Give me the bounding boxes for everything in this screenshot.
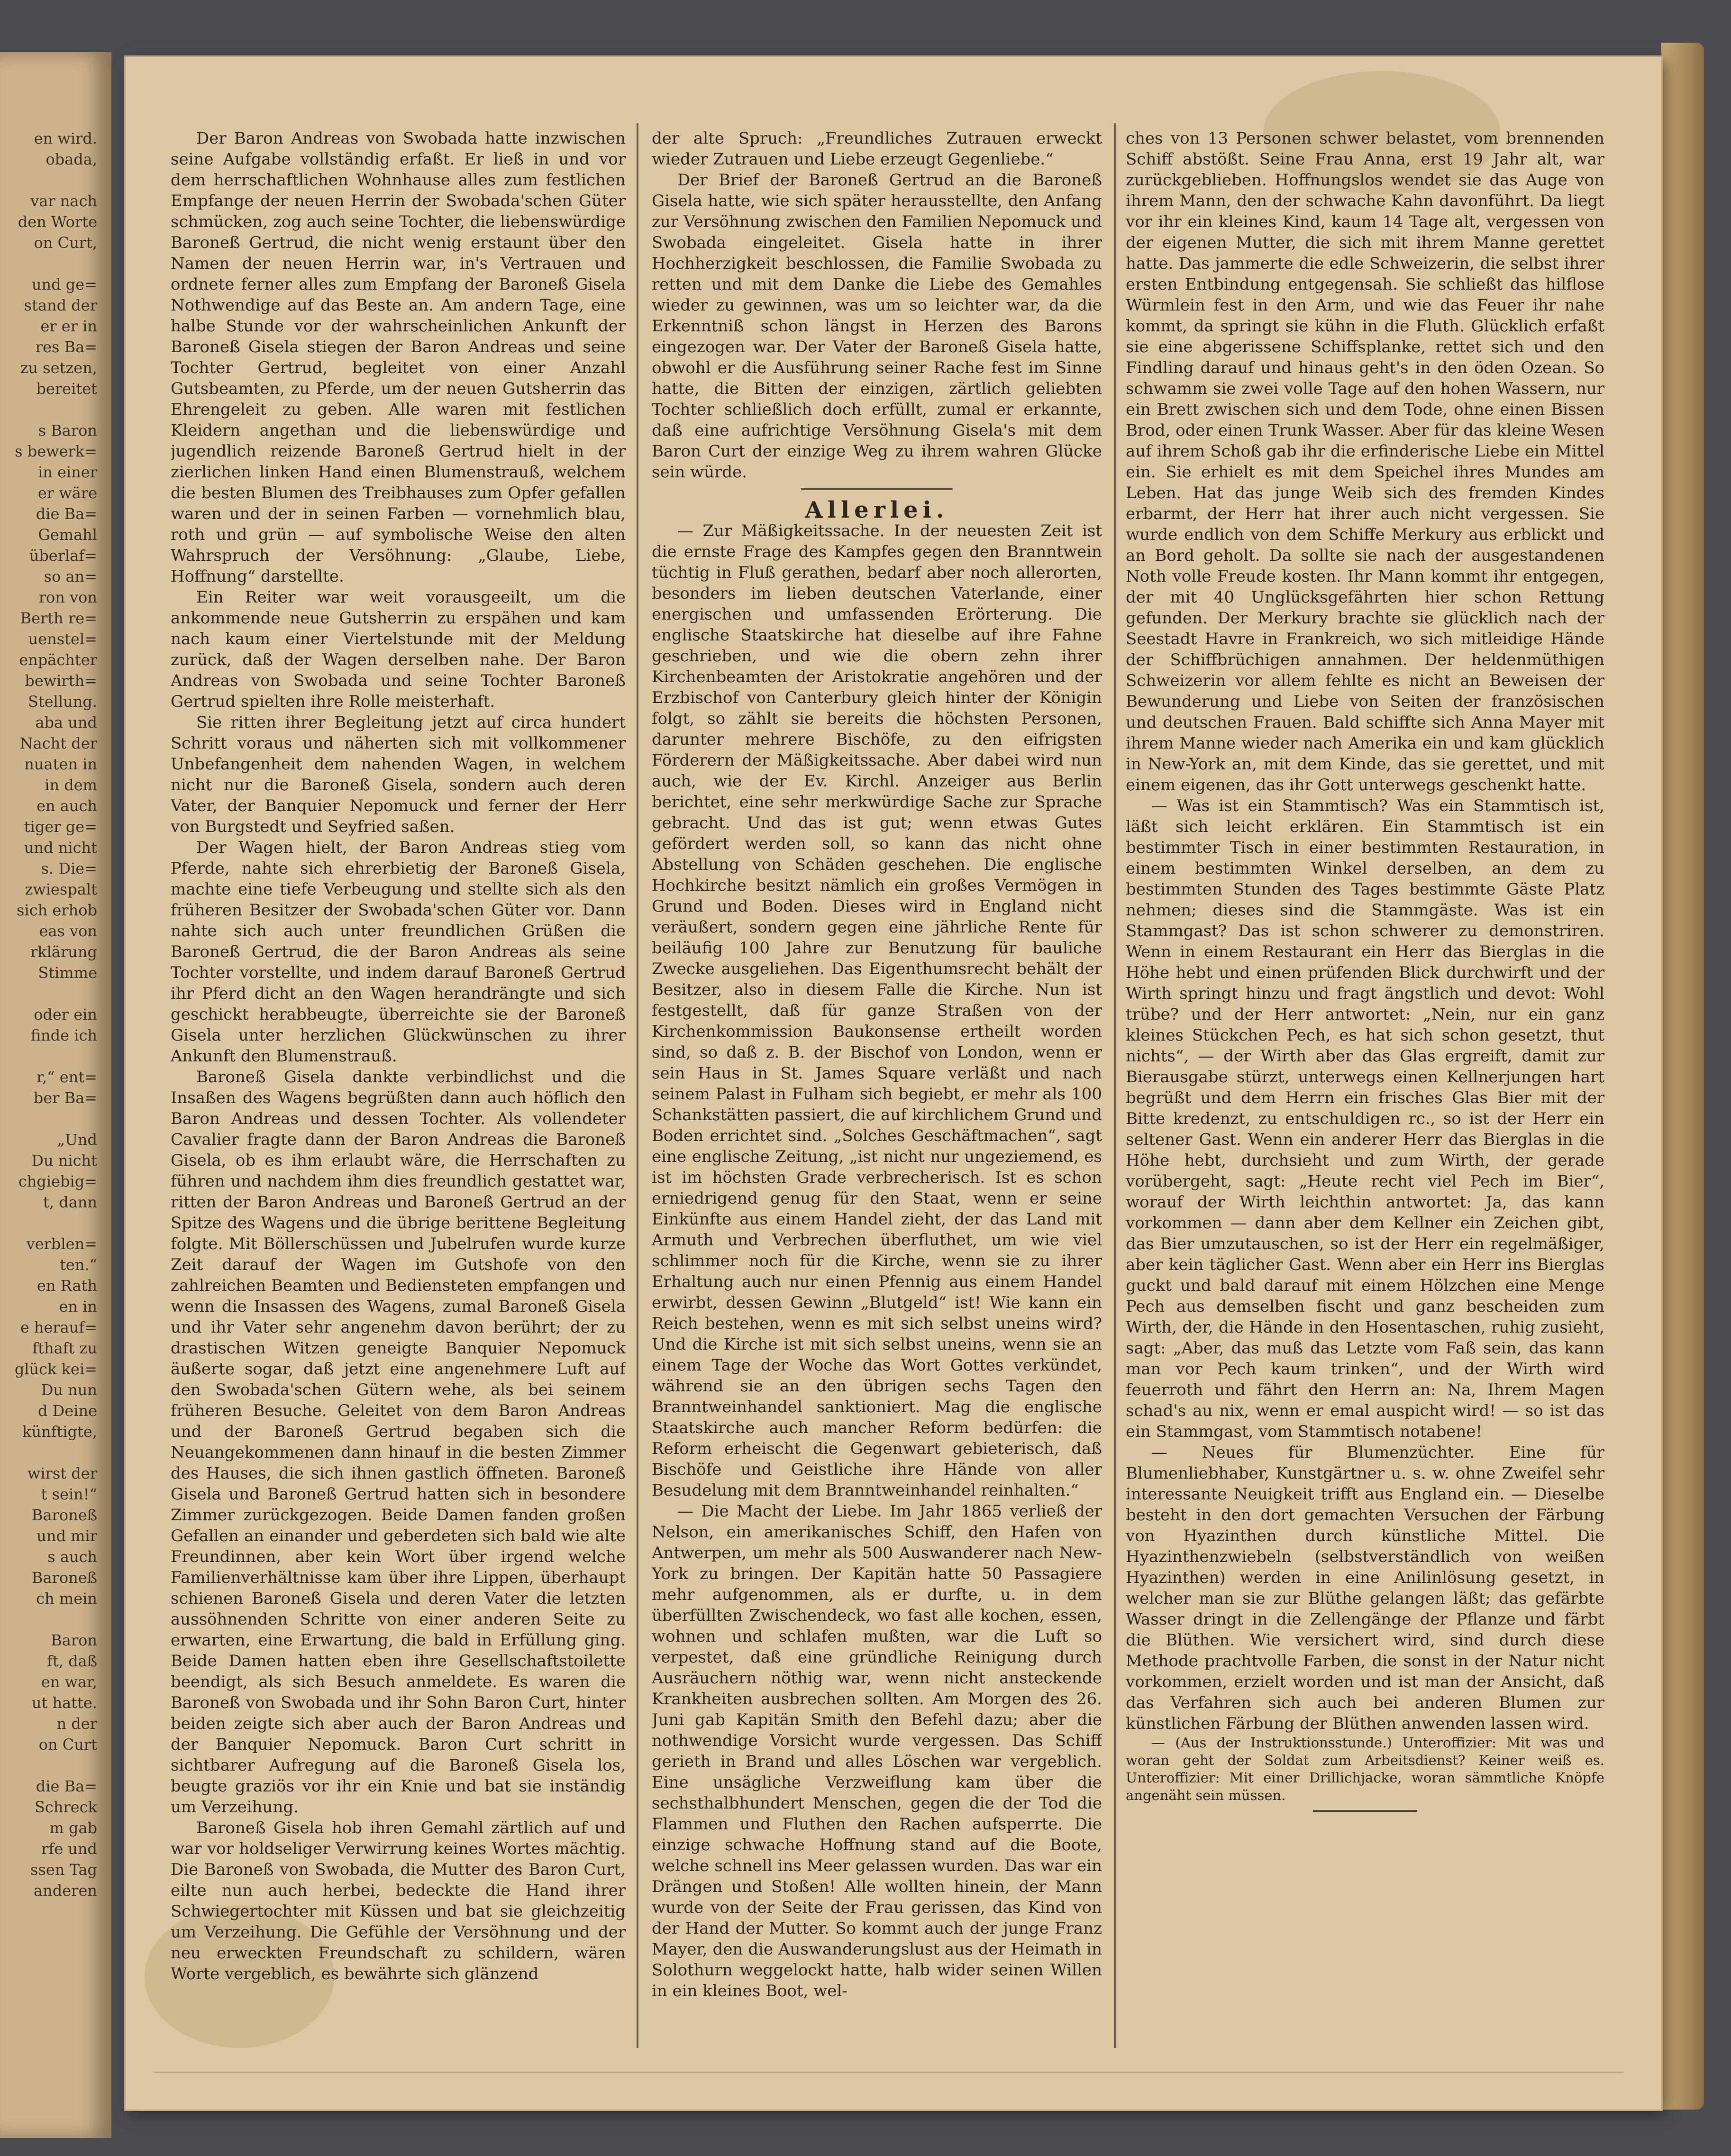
paragraph: Ein Reiter war weit vorausgeeilt, um die ankommende neue Gutsherrin zu erspähen und kam nach kaum einer Viertelstunde mit der Meldung zurück, daß der Wagen derselben nahe. Der Baron Andreas von Swobada und seine Tochter Baroneß Gertrud spielten ihre Rolle meisterhaft. [171, 588, 626, 711]
left-page-fragment-line: d Deine [37, 1402, 97, 1420]
left-page-fragment-line: m gab [49, 1819, 97, 1837]
section-heading: Allerlei. [805, 497, 949, 523]
left-page-fragment-line: oder ein [34, 1005, 97, 1023]
left-page-fragment-line: in einer [37, 463, 97, 481]
paragraph: Baroneß Gisela dankte verbindlichst und die Insaßen des Wagens begrüßten dann auch höflich den Baron Andreas und dessen Tochter. Als vollendeter Cavalier fragte dann der Baron Andreas die Baroneß Gisela, ob es ihm erlaubt wäre, die Herrschaften zu führen und nachdem ihm dies freundlich gestattet war, ritten der Baron Andreas und Baroneß Gertrud an der Spitze des Wagens und die übrige berittene Begleitung folgte. Mit Böllerschüssen und Jubelrufen wurde kurze Zeit darauf der Wagen im Gutshofe von den zahlreichen Beamten und Bediensteten empfangen und wenn die Insassen des Wagens, zumal Baroneß Gisela und ihr Vater sehr angenehm davon berührt; der zu drastischen Witzen geneigte Banquier Nepomuck äußerte sogar, daß jetzt eine angenehmere Luft auf den Swobada'schen Gütern wehe, als bei seinem früheren Besuche. Geleitet von dem Baron Andreas und der Baroneß Gertrud begaben sich die Neuangekommenen dann hinauf in die besten Zimmer des Hauses, die sich ihnen gastlich öffneten. Baroneß Gisela und Baroneß Gertrud hatten sich in besondere Zimmer zurückgezogen. Beide Damen fanden großen Gefallen an einander und geberdeten sich bald wie alte Freundinnen, aber kein Wort über irgend welche Familienverhältnisse kam über ihre Lippen, überhaupt schienen Baroneß Gisela und deren Vater die letzten aussöhnenden Schritte von einer anderen Seite zu erwarten, eine Erwartung, die bald in Erfüllung ging. Beide Damen hatten eben ihre Gesellschaftstoilette beendigt, als sich Besuch anmeldete. Es waren die Baroneß von Swobada und ihr Sohn Baron Curt, hinter beiden zeigte sich aber auch der Baron Andreas und der Banquier Nepomuck. Baron Curt schritt in sichtbarer Aufregung auf die Baroneß Gisela los, beugte graziös vor ihr ein Knie und bat sie inständig um Verzeihung. [171, 1068, 626, 1817]
left-page-fragment-line: er wäre [37, 484, 97, 502]
left-page-fragment-line [0, 170, 97, 191]
column-rule [637, 123, 638, 2048]
left-page-fragment-line: en Rath [36, 1277, 97, 1295]
left-page-fragment-line: Du nun [41, 1381, 97, 1399]
left-page-fragment-line: in dem [45, 776, 97, 794]
left-page-fragment-line: s Baron [38, 421, 97, 439]
left-page-fragment-line: überlaf= [29, 547, 97, 565]
left-page-fragment-line: tiger ge= [24, 818, 97, 836]
left-page-fragment-line [0, 1755, 97, 1776]
left-page-fragment-line [0, 1213, 97, 1233]
left-page-fragment-line: rklärung [30, 943, 97, 961]
left-page-text-fragments [0, 128, 97, 2138]
left-page-fragment-line [0, 1442, 97, 1463]
left-page-fragment-line: en war, [41, 1673, 97, 1691]
paragraph: Der Brief der Baroneß Gertrud an die Baroneß Gisela hatte, wie sich später herausstellte, den Anfang zur Versöhnung zwischen den Familien Nepomuck und Swobada eingeleitet. Gisela hatte in ihrer Hochherzigkeit beschlossen, die Familie Swobada zu retten und mit dem Danke die Liebe des Gemahles wieder zu gewinnen, was um so leichter war, da die Erkenntniß schon längst in Herzen des Barons eingezogen war. Der Vater der Baroneß Gisela hatte, obwohl er die Ausführung seiner Rache fest im Sinne hatte, die Bitten der einzigen, zärtlich geliebten Tochter schließlich doch erfüllt, zumal er erkannte, daß eine aufrichtige Versöhnung Gisela's mit dem Baron Curt der einzige Weg zu ihrem wahren Glücke sein würde. [652, 171, 1102, 482]
left-page-fragment-line: künftigte, [22, 1423, 97, 1441]
left-page-fragment-line: anderen [34, 1882, 97, 1900]
paragraph: Sie ritten ihrer Begleitung jetzt auf circa hundert Schritt voraus und näherten sich mit vollkommener Unbefangenheit dem nahenden Wagen, in welchem nicht nur die Baroneß Gisela, sondern auch deren Vater, der Banquier Nepomuck und ferner der Herr von Burgstedt und Seyfried saßen. [171, 713, 626, 836]
left-page-fragment-line: finde ich [30, 1026, 97, 1044]
left-page-fragment-line: „Und [57, 1131, 97, 1149]
left-page-fragment-line: on Curt, [34, 234, 97, 252]
left-page-fragment-line: Baron [51, 1631, 97, 1649]
end-rule [1313, 1810, 1417, 1812]
left-page-fragment-line: uenstel= [28, 630, 97, 648]
left-page-fragment-line: bereitet [36, 380, 97, 398]
left-page-fragment-line: s auch [47, 1548, 97, 1566]
left-page-fragment-line: Stellung. [27, 693, 97, 711]
left-page-fragment-line: Nacht der [19, 734, 97, 752]
left-page-fragment-line: fthaft zu [32, 1339, 97, 1357]
left-page-fragment-line: ten.“ [60, 1256, 97, 1274]
left-page-fragment-line: den Worte [18, 213, 97, 231]
paragraph: Baroneß Gisela hob ihren Gemahl zärtlich auf und war vor holdseliger Verwirrung keines Wortes mächtig. Die Baroneß von Swobada, die Mutter des Baron Curt, eilte nun auch herbei, bedeckte die Hand ihrer Schwiegertochter mit Küssen und bat sie gleichzeitig um Verzeihung. Die Gefühle der Versöhnung und der neu erweckten Freundschaft zu schildern, wären Worte vergeblich, es bewährte sich glänzend [171, 1818, 626, 1983]
left-page-fragment-line: t sein!“ [41, 1485, 97, 1503]
left-page-fragment-line: Du nicht [31, 1151, 97, 1169]
left-page-fragment-line: ssen Tag [30, 1861, 97, 1879]
left-page-fragment-line: glück kei= [14, 1360, 97, 1378]
paragraph: — Die Macht der Liebe. Im Jahr 1865 verließ der Nelson, ein amerikanisches Schiff, den Hafen von Antwerpen, um mehr als 500 Auswanderer nach New-York zu bringen. Der Kapitän hatte 50 Passagiere mehr aufgenommen, als er durfte, u. in dem überfüllten Zwischendeck, wo fast alle kochen, essen, wohnen und schlafen mußten, war die Luft so verpestet, daß eine gründliche Reinigung durch Ausräuchern nöthig war, wenn nicht ansteckende Krankheiten ausbrechen sollten. Am Morgen des 26. Juni gab Kapitän Smith den Befehl dazu; aber die nothwendige Vorsicht wurde vergessen. Das Schiff gerieth in Brand und alles Löschen war vergeblich. Eine unsägliche Verzweiflung kam über die sechsthalbhundert Menschen, gegen die der Tod die Flammen und Fluthen den Rachen aufsperrte. Die einzige schwache Hoffnung stand auf die Boote, welche schnell ins Meer gelassen wurden. Das war ein Drängen und Stoßen! Alle wollten hinein, der Mann wurde von der Seite der Frau gerissen, das Kind von der Hand der Mutter. So kommt auch der junge Franz Mayer, den die Auswanderungslust aus der Heimath in Solothurn weggelockt hatte, halb wider seinen Willen in ein kleines Boot, wel- [652, 1502, 1102, 2001]
left-page-fragment-line: die Ba= [36, 505, 97, 523]
page-stack-edge [1661, 43, 1704, 2110]
left-page-fragment-line: e herauf= [20, 1318, 97, 1336]
column-rule [1114, 123, 1116, 2048]
left-page-fragment-line: chgiebig= [18, 1172, 97, 1190]
left-page-fragment-line: Stimme [38, 964, 97, 982]
left-page-fragment-line: ft, daß [47, 1652, 97, 1670]
section-rule [801, 488, 953, 490]
left-page-fragment-line: zwiespalt [25, 880, 97, 898]
column-3 [1126, 128, 1604, 2029]
left-page-fragment-line: aba und [35, 713, 97, 731]
small-print-paragraph: — (Aus der Instruktionsstunde.) Unteroffizier: Mit was und woran geht der Soldat zum Arbeitsdienst? Keiner weiß es. Unteroffizier: Mit einer Drillichjacke, woran sämmtliche Knöpfe angenäht sein müssen. [1126, 1735, 1604, 1803]
left-page-fragment-line [0, 1609, 97, 1630]
left-page-fragment-line: und nicht [24, 839, 97, 857]
left-page-fragment-line: var nach [30, 192, 97, 210]
left-page-fragment-line: ron von [38, 588, 97, 606]
left-page-fragment-line: nuaten in [24, 755, 97, 773]
left-page-fragment-line: r,“ ent= [36, 1068, 97, 1086]
left-page-fragment-line: en auch [36, 797, 97, 815]
column-1 [171, 128, 626, 2029]
left-page-fragment-line: stand der [24, 296, 97, 314]
paragraph: — Was ist ein Stammtisch? Was ein Stammtisch ist, läßt sich leicht erklären. Ein Stammtisch ist ein bestimmter Tisch in einer bestimmten Restauration, in einem bestimmten Winkel derselben, an dem zu bestimmten Stunden des Tages bestimmte Gäste Platz nehmen; dieses sind die Stammgäste. Was ist ein Stammgast? Das ist schon schwerer zu demonstriren. Wenn in einem Restaurant ein Herr das Bierglas in die Höhe hebt und einen prüfenden Blick durchwirft und der Wirth springt hinzu und fragt ängstlich und devot: Wohl trübe? und der Herr antwortet: „Nein, nur ein ganz kleines Stückchen Pech, es hat sich schon gesetzt, thut nichts“, — der Wirth aber das Glas ergreift, damit zur Bierausgabe stürzt, unterwegs einen Kellnerjungen hart begrüßt und dem Herrn ein frisches Glas Bier mit der Bitte kredenzt, zu entschuldigen rc., so ist der Herr ein seltener Gast. Wenn ein anderer Herr das Bierglas in die Höhe hebt, durchsieht und zum Wirth, der gerade vorübergeht, sagt: „Heute recht viel Pech im Bier“, worauf der Wirth leichthin antwortet: Ja, das kann vorkommen — dann aber dem Kellner ein Zeichen gibt, das Bier umzutauschen, so ist der Herr ein regelmäßiger, aber kein täglicher Gast. Wenn aber ein Herr ins Bierglas guckt und bald darauf mit einem Hölzchen eine Menge Pech aus demselben fischt und ganz bescheiden zum Wirth, der, die Hände in den Hosentaschen, ruhig zusieht, sagt: „Aber, das muß das Letzte vom Faß sein, das kann man vor Pech kaum trinken“, und der Wirth wird feuerroth und fährt den Herrn an: Na, Ihrem Magen schad's au nix, wenn er emal auspicht wird! — so ist das ein Stammgast, vom Stammtisch notabene! [1126, 796, 1604, 1441]
left-page-fragment-line: bewirth= [25, 672, 97, 690]
left-page-fragment-line [0, 253, 97, 274]
left-page-fragment-line: n der [56, 1715, 97, 1733]
left-page-fragment-line: en wird. [34, 129, 97, 147]
left-page-fragment-line: en in [59, 1297, 97, 1316]
left-page-fragment-line: eas von [39, 922, 97, 940]
paragraph: ches von 13 Personen schwer belastet, vom brennenden Schiff abstößt. Seine Frau Anna, erst 19 Jahr alt, war zurückgeblieben. Hoffnungslos wendet sie das Auge von ihrem Mann, den der schwache Kahn davonführt. Da liegt vor ihr ein kleines Kind, kaum 14 Tage alt, vergessen von der eigenen Mutter, die sich mit ihrem Manne gerettet hatte. Das jammerte die edle Schweizerin, die selbst ihrer ersten Entbindung entgegensah. Sie schließt das hilflose Würmlein fest in den Arm, und wie das Feuer ihr nahe kommt, da springt sie kühn in die Fluth. Glücklich erfaßt sie eine abgerissene Schiffsplanke, rettet sich und den Findling darauf und hinaus geht's in den öden Ozean. So schwamm sie zwei volle Tage auf den hohen Wassern, nur ein Brett zwischen sich und dem Tode, ohne einen Bissen Brod, oder einen Trunk Wasser. Aber für das kleine Wesen auf ihrem Schoß gab ihr die erfinderische Liebe ein Mittel ein. Sie erhielt es mit dem Speichel ihres Mundes am Leben. Hat das junge Weib sich des fremden Kindes erbarmt, der Herr hat ihrer auch nicht vergessen. Sie wurde endlich von dem Schiffe Merkury aus erblickt und an Bord geholt. Da sollte sie nach der ausgestandenen Noth volle Freude kosten. Ihr Mann kommt ihr entgegen, der mit 40 Unglücksgefährten hier schon Rettung gefunden. Der Merkury brachte sie glücklich nach der Seestadt Havre in Frankreich, wo sich mitleidige Hände der Schiffbrüchigen annahmen. Der heldenmüthigen Schweizerin vor allem fehlte es nicht an Beweisen der Bewunderung und Liebe von Seiten der französischen und deutschen Frauen. Bald schiffte sich Anna Mayer mit ihrem Manne wieder nach Amerika ein und kam glücklich in New-York an, mit dem Kinde, das sie gerettet, und mit einem eigenen, das ihr Gott unterwegs geschenkt hatte. [1126, 129, 1604, 795]
left-page-fragment-line: Gemahl [38, 526, 97, 544]
left-page-fragment-line: Baroneß [31, 1569, 97, 1587]
newspaper-page [126, 57, 1661, 2110]
left-page-fragment-line: on Curt [38, 1736, 97, 1754]
left-page-fragment-line: ut hatte. [31, 1694, 97, 1712]
footer-rule [154, 2072, 1623, 2073]
left-page-fragment-line [0, 399, 97, 420]
left-page-fragment-line: er er in [40, 317, 97, 335]
left-page-fragment-line: Baroneß [31, 1506, 97, 1524]
left-page-fragment-line: obada, [46, 150, 97, 168]
left-page-fragment-line [0, 1108, 97, 1129]
left-page-fragment-line: Schreck [35, 1798, 97, 1816]
column-2 [652, 128, 1102, 2029]
left-page-fragment-line [0, 1046, 97, 1067]
left-page-fragment-line: zu setzen, [20, 359, 97, 377]
left-page-fragment-line: enpächter [19, 651, 97, 669]
left-page-fragment-line: verblen= [26, 1235, 97, 1253]
paragraph: — Neues für Blumenzüchter. Eine für Blumenliebhaber, Kunstgärtner u. s. w. ohne Zweifel sehr interessante Neuigkeit trifft aus England ein. — Dieselbe besteht in den dort gemachten Versuchen der Färbung von Hyazinthen durch künstliche Mittel. Die Hyazinthenzwiebeln (selbstverständlich von weißen Hyazinthen) werden in eine Anilinlösung gesetzt, in welcher man sie zur Blüthe gelangen läßt; das gefärbte Wasser dringt in die Zellengänge der Pflanze und färbt die Blüthen. Wie versichert wird, sind durch diese Methode prachtvolle Farben, die sonst in der Natur nicht vorkommen, erzielt worden und ist man der Ansicht, daß das Verfahren sich auch bei anderen Blumen zur künstlichen Färbung der Blüthen anwenden lassen wird. [1126, 1443, 1604, 1733]
left-page-fragment-line: wirst der [27, 1464, 97, 1482]
paragraph: der alte Spruch: „Freundliches Zutrauen erweckt wieder Zutrauen und Liebe erzeugt Gegenliebe.“ [652, 129, 1102, 169]
left-page-fragment-line: ch mein [36, 1590, 97, 1608]
left-page-edge [0, 52, 111, 2138]
left-page-fragment-line: ber Ba= [33, 1089, 97, 1107]
left-page-fragment-line: sich erhob [17, 901, 97, 919]
left-page-fragment-line: t, dann [43, 1193, 97, 1211]
left-page-fragment-line: die Ba= [36, 1777, 97, 1795]
left-page-fragment-line [0, 983, 97, 1004]
left-page-fragment-line: s bewerk= [15, 442, 97, 460]
paragraph: — Zur Mäßigkeitssache. In der neuesten Zeit ist die ernste Frage des Kampfes gegen den Branntwein tüchtig in Fluß gerathen, bedarf aber noch allerorten, besonders im lieben deutschen Vaterlande, einer energischen und umfassenden Erörterung. Die englische Staatskirche hat dieselbe auf ihre Fahne geschrieben, und wie die obern zehn ihrer Kirchenbeamten der Aristokratie angehören und der Erzbischof von Canterbury gleich hinter der Königin folgt, so zählt sie bereits die höchsten Personen, darunter mehrere Bischöfe, zu den eifrigsten Förderern der Mäßigkeitssache. Aber dabei wird nun auch, wie der Ev. Kirchl. Anzeiger aus Berlin berichtet, eine sehr merkwürdige Sache zur Sprache gebracht. Und das ist gut; wenn etwas Gutes gefördert werden soll, so kann das nicht ohne Abstellung von Schäden geschehen. Die englische Hochkirche besitzt nämlich ein großes Vermögen in Grund und Boden. Dieses wird in England nicht veräußert, sondern gegen eine jährliche Rente für beiläufig 100 Jahre zur Benutzung für bauliche Zwecke ausgeliehen. Das Eigenthumsrecht behält der Besitzer, also in diesem Falle die Kirche. Nun ist festgestellt, daß für ganze Straßen von der Kirchenkommission Baukonsense ertheilt worden sind, so daß z. B. der Bischof von London, wenn er sein Haus in St. James Square verläßt und nach seinem Palast in Fulham sich begiebt, er mehr als 100 Schankstätten passiert, die auf kirchlichem Grund und Boden errichtet sind. „Solches Geschäftmachen“, sagt eine englische Zeitung, „ist nicht nur ungeziemend, es ist im höchsten Grade verbrecherisch. Ist es schon erniedrigend genug für den Staat, wenn er seine Einkünfte aus einem Handel zieht, der das Land mit Armuth und Verbrechen überfluthet, um wie viel schlimmer noch für die Kirche, wenn sie zu ihrer Erhaltung auch nur einen Pfennig aus einem Handel erwirbt, dessen Gewinn „Blutgeld“ ist! Wie kann ein Reich bestehen, wenn es mit sich selbst uneins wird? Und die Kirche ist mit sich selbst uneins, wenn sie an einem Tage der Woche das Wort Gottes verkündet, während sie an den übrigen sechs Tagen den Branntweinhandel sanktioniert. Mag die englische Staatskirche auch mancher Reform bedürfen: die Reform erheischt die Gegenwart gebieterisch, daß Bischöfe und Geistliche ihre Hände von aller Besudelung mit dem Branntweinhandel reinhalten.“ [652, 521, 1102, 1500]
left-page-fragment-line: rfe und [41, 1840, 97, 1858]
left-page-fragment-line: und ge= [31, 275, 97, 293]
paragraph: Der Baron Andreas von Swobada hatte inzwischen seine Aufgabe vollständig erfaßt. Er ließ in und vor dem herrschaftlichen Wohnhause alles zum festlichen Empfange der neuen Herrin der Swobada'schen Güter schmücken, zog auch seine Tochter, die liebenswürdige Baroneß Gertrud, die nicht wenig erstaunt über den Namen der neuen Herrin war, in's Vertrauen und ordnete ferner alles zum Empfang der Baroneß Gisela Nothwendige auf das Beste an. Am andern Tage, eine halbe Stunde vor der wahrscheinlichen Ankunft der Baroneß Gisela stiegen der Baron Andreas und seine Tochter Gertrud, begleitet von einer Anzahl Gutsbeamten, zu Pferde, um der neuen Gutsherrin das Ehrengeleit zu geben. Alle waren mit festlichen Kleidern angethan und die liebenswürdige und jugendlich reizende Baroneß Gertrud hielt in der zierlichen linken Hand einen Blumenstrauß, welchem die besten Blumen des Treibhauses zum Opfer gefallen waren und der in seinen Farben — vornehmlich blau, roth und grün — auf symbolische Weise den alten Wahrspruch der Versöhnung: „Glaube, Liebe, Hoffnung“ darstellte. [171, 129, 626, 586]
left-page-fragment-line: s. Die= [41, 859, 97, 877]
left-page-fragment-line: und mir [36, 1527, 97, 1545]
left-page-fragment-line: res Ba= [35, 338, 97, 356]
paragraph: Der Wagen hielt, der Baron Andreas stieg vom Pferde, nahte sich ehrerbietig der Baroneß Gisela, machte eine tiefe Verbeugung und stellte sich als den früheren Besitzer der Swobada'schen Güter vor. Dann nahte sich auch unter freundlichen Grüßen die Baroneß Gertrud, die der Baron Andreas als seine Tochter vorstellte, und indem darauf Baroneß Gertrud ihr Pferd dicht an den Wagen herandrängte und sich geschickt herabbeugte, überreichte sie der Baroneß Gisela unter herzlichen Glückwünschen zu ihrer Ankunft den Blumenstrauß. [171, 838, 626, 1066]
left-page-fragment-line: so an= [44, 567, 97, 585]
left-page-fragment-line: Berth re= [20, 609, 97, 627]
